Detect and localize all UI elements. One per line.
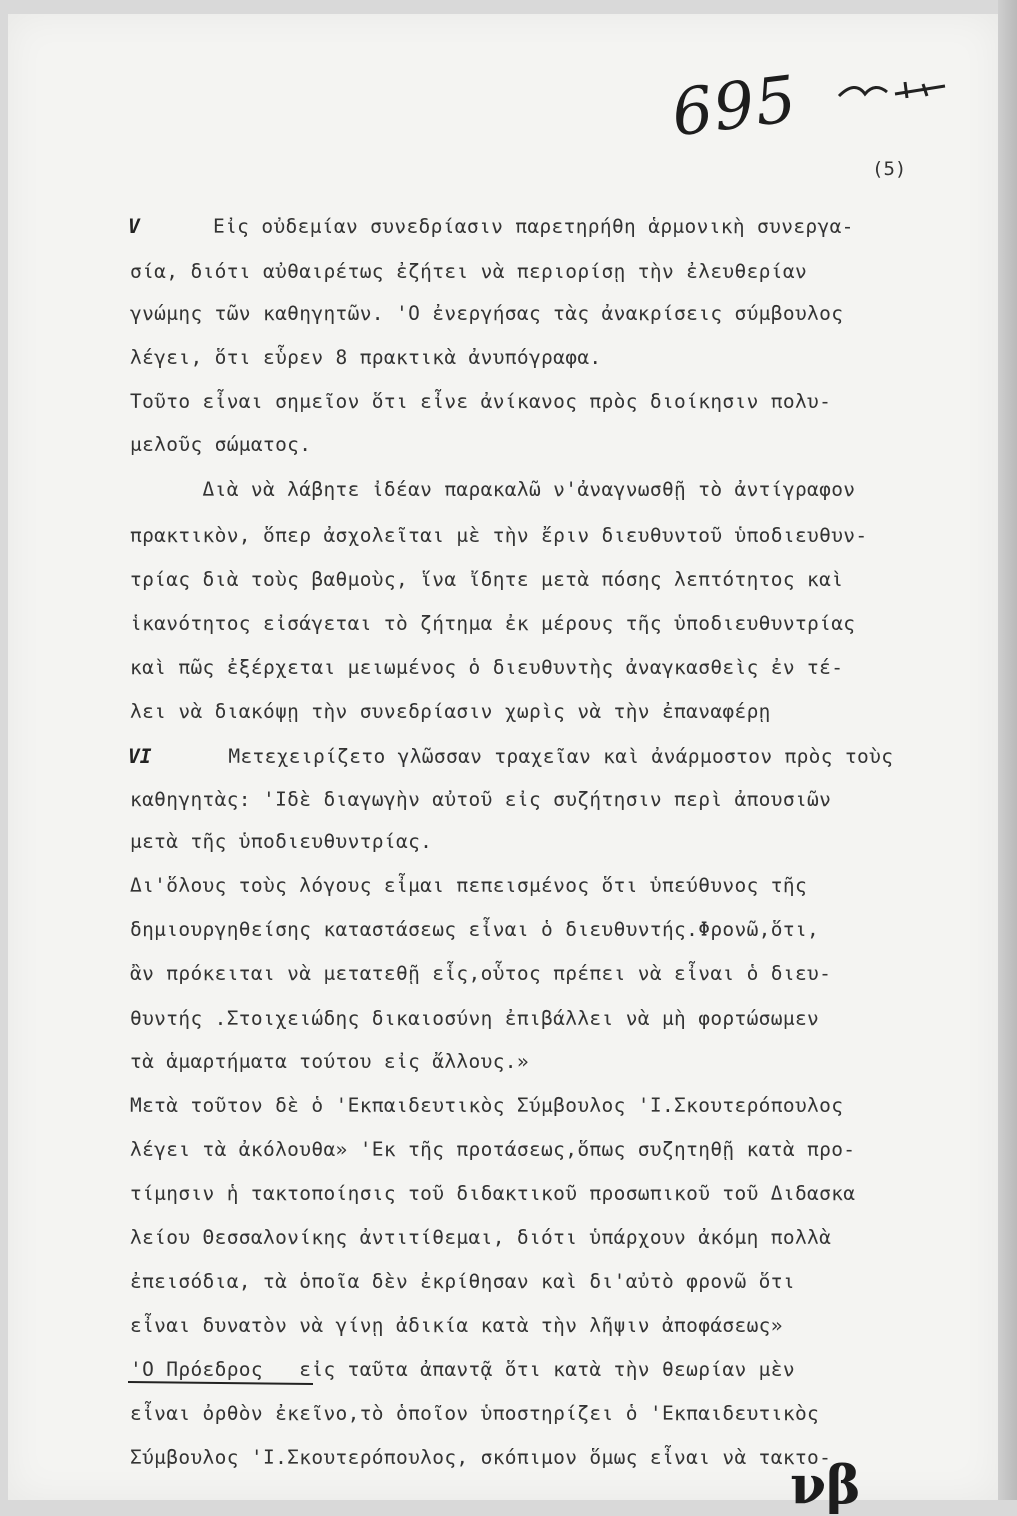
text-line: τρίας διὰ τοὺς βαθμοὺς, ἵνα ἴδητε μετὰ πόσης λεπτότητος καὶ bbox=[130, 568, 844, 591]
text-line: Διὰ νὰ λάβητε ἰδέαν παρακαλῶ ν'ἀναγνωσθῇ τὸ ἀντίγραφον bbox=[130, 478, 856, 501]
text-line: λείου Θεσσαλονίκης ἀντιτίθεμαι, διότι ὑπάρχουν ἀκόμη πολλὰ bbox=[130, 1226, 832, 1249]
text-line: θυντής .Στοιχειώδης δικαιοσύνη ἐπιβάλλει νὰ μὴ φορτώσωμεν bbox=[130, 1007, 820, 1030]
text-line: σία, διότι αὐθαιρέτως ἐζήτει νὰ περιορίσῃ τὴν ἐλευθερίαν bbox=[130, 260, 808, 283]
text-line: εἶναι δυνατὸν νὰ γίνῃ ἀδικία κατὰ τὴν λῆψιν ἀποφάσεως» bbox=[130, 1314, 783, 1337]
text-line: Εἰς οὐδεμίαν συνεδρίασιν παρετηρήθη ἁρμονικὴ συνεργα- bbox=[213, 215, 854, 238]
text-line: ἂν πρόκειται νὰ μετατεθῇ εἷς,οὗτος πρέπει νὰ εἶναι ὁ διευ- bbox=[130, 962, 832, 985]
text-line: Δι'ὅλους τοὺς λόγους εἶμαι πεπεισμένος ὅτι ὑπεύθυνος τῆς bbox=[130, 874, 808, 897]
text-line: λέγει τὰ ἀκόλουθα» 'Εκ τῆς προτάσεως,ὅπως συζητηθῇ κατὰ προ- bbox=[130, 1138, 856, 1161]
text-line: ἐπεισόδια, τὰ ὁποῖα δὲν ἐκρίθησαν καὶ δι'αὐτὸ φρονῶ ὅτι bbox=[130, 1270, 795, 1293]
text-line: Τοῦτο εἶναι σημεῖον ὅτι εἶνε ἀνίκανος πρὸς διοίκησιν πολυ- bbox=[130, 390, 832, 413]
text-line: Μετεχειρίζετο γλῶσσαν τραχεῖαν καὶ ἀνάρμοστον πρὸς τοὺς bbox=[180, 745, 894, 768]
page-edge-shadow bbox=[998, 0, 1017, 1500]
section-numeral-v: V bbox=[128, 215, 140, 238]
text-line: καὶ πῶς ἐξέρχεται μειωμένος ὁ διευθυντὴς ἀναγκασθεὶς ἐν τέ- bbox=[130, 656, 844, 679]
text-line: καθηγητὰς: 'Ιδὲ διαγωγὴν αὐτοῦ εἰς συζήτησιν περὶ ἀπουσιῶν bbox=[130, 788, 832, 811]
text-line: 'Ο Πρόεδρος εἰς ταῦτα ἀπαντᾷ ὅτι κατὰ τὴν θεωρίαν μὲν bbox=[130, 1358, 795, 1381]
text-line: τίμησιν ἡ τακτοποίησις τοῦ διδακτικοῦ προσωπικοῦ τοῦ Διδασκα bbox=[130, 1182, 856, 1205]
text-line: μελοῦς σώματος. bbox=[130, 433, 312, 456]
section-numeral-vi: VI bbox=[128, 745, 152, 768]
text-line: γνώμης τῶν καθηγητῶν. 'Ο ἐνεργήσας τὰς ἀνακρίσεις σύμβουλος bbox=[130, 302, 844, 325]
handwritten-folio-number: 695 bbox=[667, 62, 802, 152]
text-line: ἱκανότητος εἰσάγεται τὸ ζήτημα ἐκ μέρους τῆς ὑποδιευθυντρίας bbox=[130, 612, 856, 635]
struck-handwriting-mark bbox=[835, 76, 955, 106]
text-line: Σύμβουλος 'Ι.Σκουτερόπουλος, σκόπιμον ὅμως εἶναι νὰ τακτο- bbox=[130, 1446, 832, 1469]
text-line: τὰ ἁμαρτήματα τούτου εἰς ἄλλους.» bbox=[130, 1050, 529, 1073]
text-line: λέγει, ὅτι εὗρεν 8 πρακτικὰ ἀνυπόγραφα. bbox=[130, 346, 602, 369]
text-line: εἶναι ὀρθὸν ἐκεῖνο,τὸ ὁποῖον ὑποστηρίζει ὁ 'Εκπαιδευτικὸς bbox=[130, 1402, 820, 1425]
page-number: (5) bbox=[872, 158, 907, 180]
text-line: Μετὰ τοῦτον δὲ ὁ 'Εκπαιδευτικὸς Σύμβουλος 'Ι.Σκουτερόπουλος bbox=[130, 1094, 844, 1117]
text-line: λει νὰ διακόψῃ τὴν συνεδρίασιν χωρὶς νὰ τὴν ἐπαναφέρῃ bbox=[130, 700, 771, 723]
text-line: δημιουργηθείσης καταστάσεως εἶναι ὁ διευθυντής.Φρονῶ,ὅτι, bbox=[130, 918, 820, 941]
text-line: πρακτικὸν, ὅπερ ἀσχολεῖται μὲ τὴν ἔριν διευθυντοῦ ὑποδιευθυν- bbox=[130, 524, 868, 547]
text-line: μετὰ τῆς ὑποδιευθυντρίας. bbox=[130, 830, 433, 853]
handwritten-initials: νβ bbox=[790, 1455, 861, 1516]
